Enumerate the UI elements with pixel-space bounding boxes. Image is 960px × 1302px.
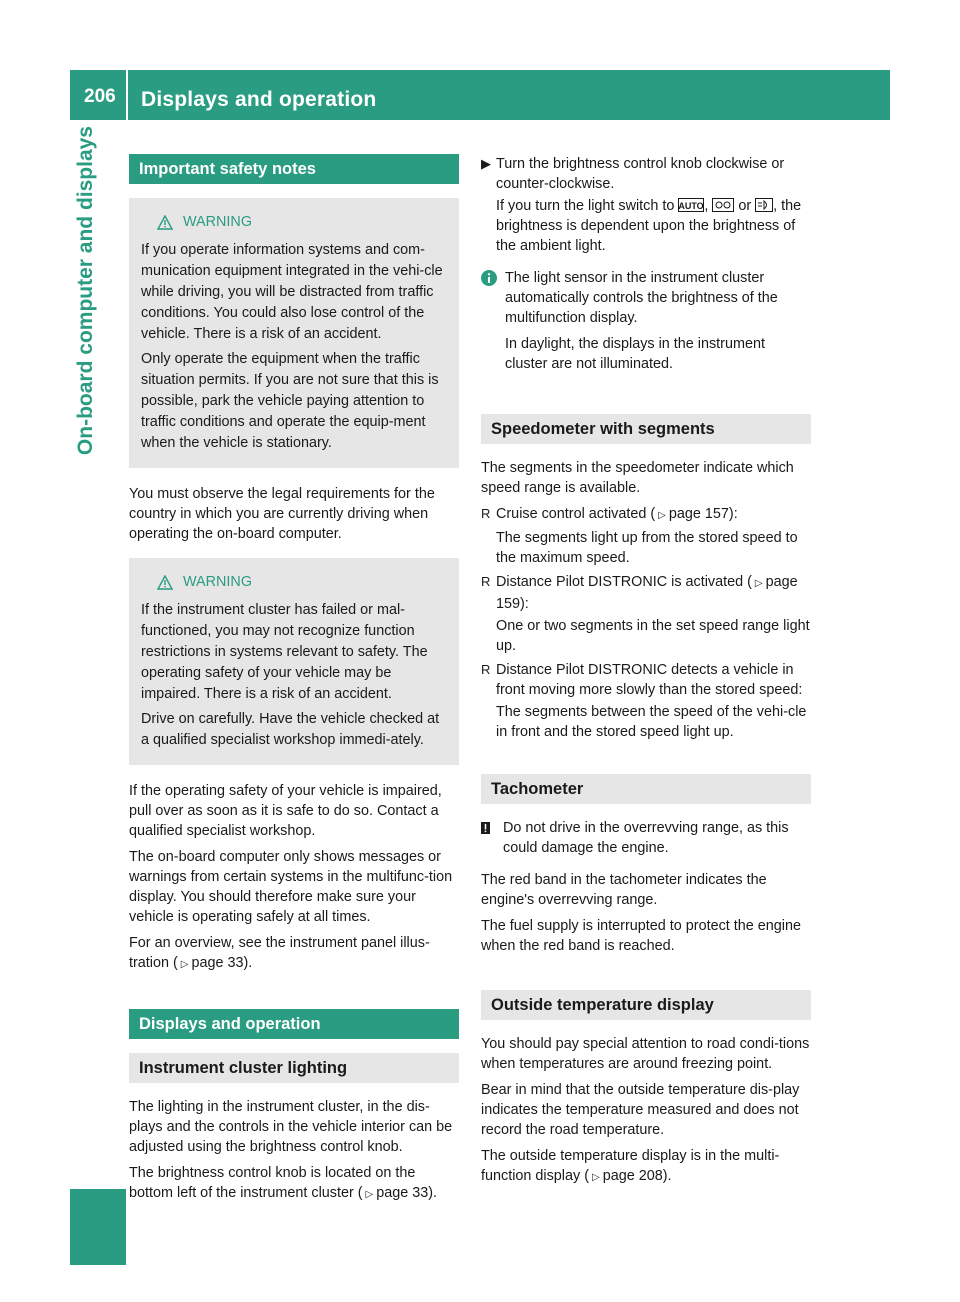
list-item	[481, 504, 811, 570]
body-paragraph: The fuel supply is interrupted to protect the engine when the red band is reached.	[481, 918, 801, 954]
svg-text:AUTO: AUTO	[678, 201, 705, 211]
text-run: The brightness control knob is located on the bottom left of the instrument cluster (	[129, 1165, 416, 1201]
text-run: Distance Pilot DISTRONIC is activated (	[496, 574, 752, 590]
warning-box	[129, 558, 459, 765]
bullet-icon: R	[481, 662, 491, 677]
auto-switch-icon	[678, 198, 704, 212]
bullet-icon: R	[481, 506, 491, 521]
heading-text: Tachometer	[491, 780, 584, 798]
warning-text: Drive on carefully. Have the vehicle checked at a qualified specialist workshop immedi-ately.	[141, 711, 440, 748]
info-icon	[481, 270, 497, 286]
list-item-title	[496, 572, 811, 614]
parking-lamp-icon	[712, 198, 734, 212]
right-column	[481, 154, 811, 1194]
side-tab-marker	[70, 1189, 126, 1265]
page-reference-link[interactable]: page 33).	[376, 1185, 438, 1201]
body-paragraph: You must observe the legal requirements for the country in which you are currently driving when operating the on-board computer.	[129, 486, 435, 542]
body-paragraph: You should pay special attention to road condi-tions when temperatures are around freezing point.	[481, 1036, 810, 1072]
caution-exclamation-icon	[481, 820, 493, 836]
heading-text: Speedometer with segments	[491, 420, 715, 438]
text-run: For an overview, see the instrument panel illus-tration (	[129, 935, 430, 971]
list-item-body: The segments between the speed of the vehi-cle in front and the stored speed light up.	[496, 704, 807, 740]
subheading-outside-temperature	[481, 990, 811, 1020]
subheading-tachometer	[481, 774, 811, 804]
bullet-icon: R	[481, 574, 491, 589]
warning-label: WARNING	[183, 214, 253, 230]
subheading-speedometer	[481, 414, 811, 444]
step-text	[496, 196, 811, 256]
text-run: Cruise control activated (	[496, 506, 656, 522]
body-paragraph: The red band in the tachometer indicates the engine's overrevving range.	[481, 872, 767, 908]
text-run: or	[738, 198, 752, 214]
text-run: , the brightness is dependent upon the brightness of the ambient light.	[496, 198, 802, 254]
page-ref-arrow-icon: ▷	[658, 510, 666, 521]
page-reference-link[interactable]: page 33).	[191, 955, 253, 971]
body-paragraph: Bear in mind that the outside temperature dis-play indicates the temperature measured and does not record the road temperature.	[481, 1082, 800, 1138]
body-paragraph	[481, 1146, 811, 1188]
text-run: ,	[704, 198, 709, 214]
body-paragraph	[129, 933, 459, 975]
list-item-title: Distance Pilot DISTRONIC detects a vehicle in front moving more slowly than the stored speed:	[496, 662, 803, 698]
heading-text: Outside temperature display	[491, 996, 714, 1014]
section-heading-safety	[129, 154, 459, 184]
page-ref-arrow-icon: ▷	[180, 959, 189, 970]
caution-text: Do not drive in the overrevving range, as this could damage the engine.	[503, 820, 789, 856]
info-text: In daylight, the displays in the instrument cluster are not illuminated.	[505, 336, 765, 372]
body-paragraph: The segments in the speedometer indicate which speed range is available.	[481, 460, 794, 496]
left-column	[129, 154, 459, 1211]
list-item-body: One or two segments in the set speed range light up.	[496, 618, 810, 654]
warning-triangle-icon	[157, 575, 173, 590]
body-paragraph	[129, 1163, 459, 1205]
warning-triangle-icon	[157, 215, 173, 230]
subheading-lighting	[129, 1053, 459, 1083]
info-text: The light sensor in the instrument cluster automatically controls the brightness of the multifunction display.	[505, 270, 778, 326]
list-item-title	[496, 504, 811, 526]
heading-text: Displays and operation	[139, 1015, 321, 1033]
list-item-body: The segments light up from the stored speed to the maximum speed.	[496, 530, 798, 566]
text-run: The outside temperature display is in the multi-function display (	[481, 1148, 780, 1184]
header-divider	[126, 70, 128, 120]
warning-text: If you operate information systems and com-munication equipment integrated in the vehi-cle while driving, you will be distracted from traffic conditions. You could also lose control of the vehicle. There is a risk of an accident.	[141, 242, 443, 342]
step-item	[481, 154, 811, 258]
section-heading-displays	[129, 1009, 459, 1039]
side-chapter-label	[74, 126, 114, 511]
step-arrow-icon: ▶	[481, 156, 491, 171]
caution-note	[481, 818, 811, 864]
page-reference-link[interactable]: page 157):	[668, 506, 738, 522]
side-chapter-text: On-board computer and displays	[74, 126, 97, 456]
list-item	[481, 572, 811, 658]
page-ref-arrow-icon: ▷	[365, 1189, 374, 1200]
page-number: 206	[84, 86, 116, 107]
page-title: Displays and operation	[141, 88, 377, 111]
text-run: If you turn the light switch to	[496, 198, 675, 214]
warning-box	[129, 198, 459, 468]
heading-text: Important safety notes	[139, 160, 316, 178]
list-item	[481, 660, 811, 744]
warning-label: WARNING	[183, 574, 253, 590]
page-reference-link[interactable]: page 208).	[602, 1168, 672, 1184]
body-paragraph: The on-board computer only shows messages or warnings from certain systems in the multifunc-tion display. You should therefore make sure your vehicle is operating safely at all times.	[129, 849, 453, 925]
page-reference-link[interactable]: page 159):	[496, 574, 798, 612]
step-text: Turn the brightness control knob clockwise or counter-clockwise.	[496, 156, 785, 192]
info-note	[481, 268, 811, 380]
body-paragraph: The lighting in the instrument cluster, in the dis-plays and the controls in the vehicle interior can be adjusted using the brightness control knob.	[129, 1099, 453, 1155]
warning-text: If the instrument cluster has failed or mal-functioned, you may not recognize function restrictions in systems relevant to safety. The operating safety of your vehicle may be impaired. There is a risk of an accident.	[141, 602, 428, 702]
low-beam-icon	[755, 198, 773, 212]
page-ref-arrow-icon: ▷	[592, 1172, 600, 1183]
warning-text: Only operate the equipment when the traffic situation permits. If you are not sure that this is possible, park the vehicle paying attention to traffic conditions and operate the equip-ment when the vehicle is stationary.	[141, 351, 439, 451]
body-paragraph: If the operating safety of your vehicle is impaired, pull over as soon as it is safe to do so. Contact a qualified specialist workshop.	[129, 783, 442, 839]
heading-text: Instrument cluster lighting	[139, 1059, 348, 1077]
page-ref-arrow-icon: ▷	[754, 578, 763, 589]
